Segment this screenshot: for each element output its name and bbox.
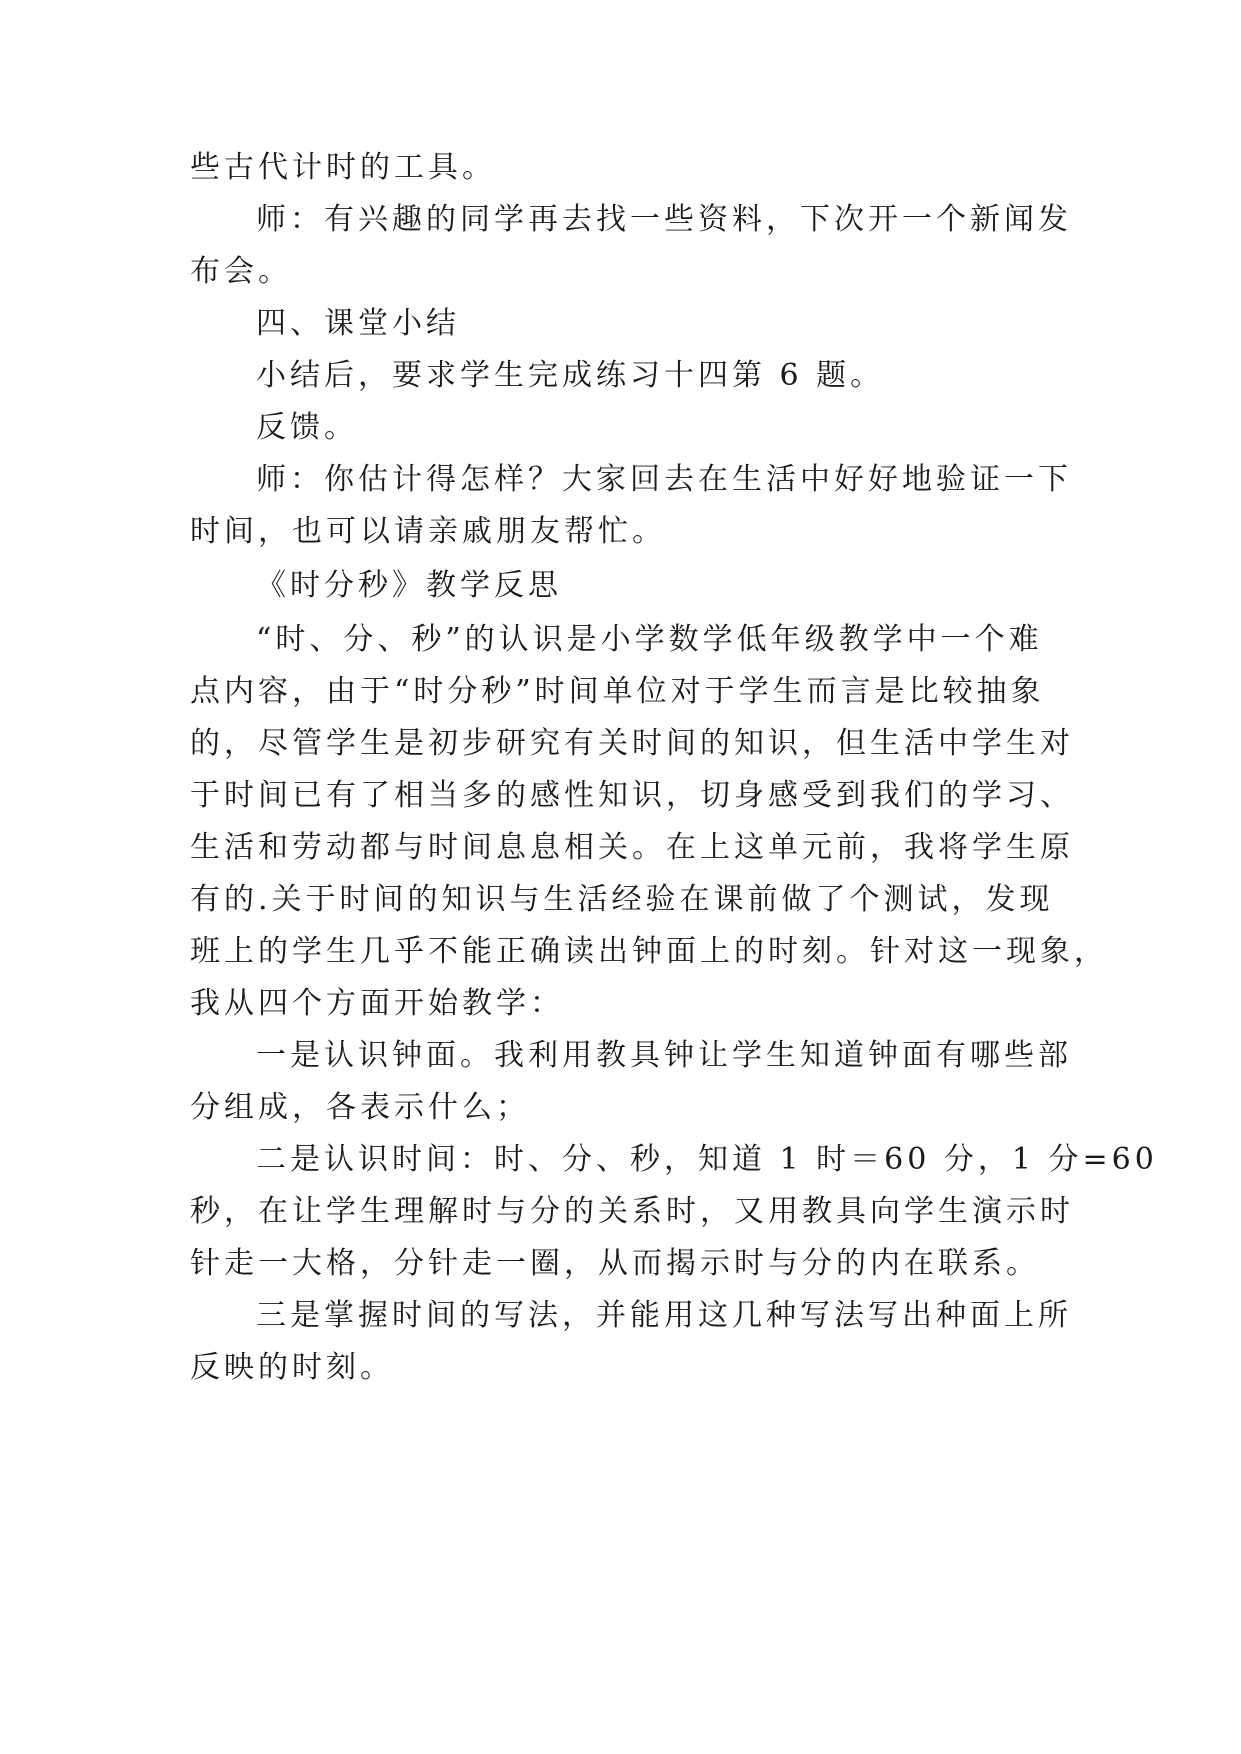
text-line: 些古代计时的工具。 (190, 150, 496, 185)
text-line: 分组成，各表示什么； (190, 1090, 530, 1125)
section-heading: 四、课堂小结 (256, 306, 460, 341)
text-line: “时、分、秒”的认识是小学数学低年级教学中一个难 (256, 622, 1043, 657)
text-line: 一是认识钟面。我利用教具钟让学生知道钟面有哪些部 (256, 1038, 1072, 1073)
text-line: 时间，也可以请亲戚朋友帮忙。 (190, 514, 666, 549)
text-line: 师：有兴趣的同学再去找一些资料，下次开一个新闻发 (256, 202, 1072, 237)
text-line: 师：你估计得怎样？大家回去在生活中好好地验证一下 (256, 462, 1072, 497)
text-line: 秒，在让学生理解时与分的关系时，又用教具向学生演示时 (190, 1194, 1074, 1229)
text-line: 点内容，由于“时分秒”时间单位对于学生而言是比较抽象 (190, 674, 1045, 709)
text-line: 反映的时刻。 (190, 1350, 394, 1385)
text-line: 我从四个方面开始教学： (190, 986, 564, 1021)
text-line: 反馈。 (256, 410, 358, 445)
text-line: 班上的学生几乎不能正确读出钟面上的时刻。针对这一现象， (190, 934, 1108, 969)
reflection-title: 《时分秒》教学反思 (256, 568, 562, 603)
text-line: 的，尽管学生是初步研究有关时间的知识，但生活中学生对 (190, 726, 1074, 761)
text-line: 小结后，要求学生完成练习十四第 6 题。 (256, 358, 885, 393)
text-line: 于时间已有了相当多的感性知识，切身感受到我们的学习、 (190, 778, 1074, 813)
text-line: 有的.关于时间的知识与生活经验在课前做了个测试，发现 (190, 882, 1054, 917)
text-line: 布会。 (190, 254, 292, 289)
text-line: 生活和劳动都与时间息息相关。在上这单元前，我将学生原 (190, 830, 1074, 865)
text-line: 三是掌握时间的写法，并能用这几种写法写出种面上所 (256, 1298, 1072, 1333)
text-line: 二是认识时间：时、分、秒，知道 1 时＝60 分，1 分=60 (256, 1142, 1158, 1177)
text-line: 针走一大格，分针走一圈，从而揭示时与分的内在联系。 (190, 1246, 1040, 1281)
